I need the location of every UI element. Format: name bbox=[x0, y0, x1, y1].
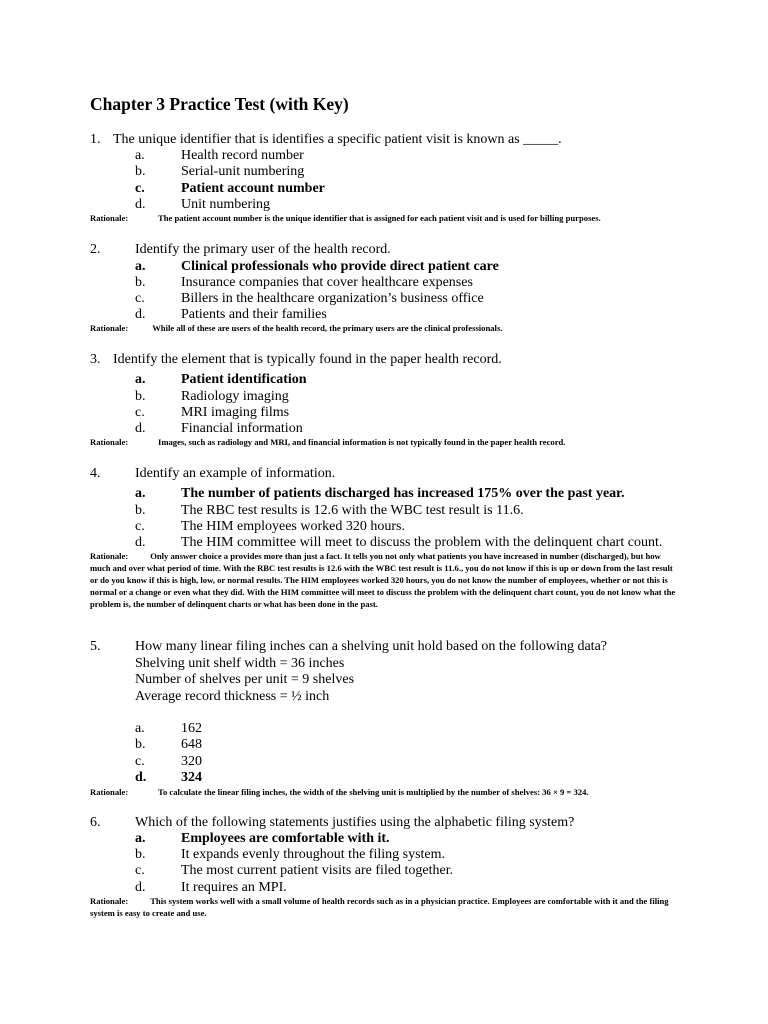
rationale-label: Rationale: bbox=[90, 437, 129, 447]
correct-option-letter: a. bbox=[135, 831, 146, 846]
option-text: Insurance companies that cover healthcare expenses bbox=[181, 275, 473, 290]
correct-option-letter: c. bbox=[135, 181, 145, 196]
rationale bbox=[90, 436, 680, 448]
question-number: 4. bbox=[90, 466, 101, 481]
option-text: 320 bbox=[181, 754, 202, 769]
question-text: Which of the following statements justifies using the alphabetic filing system? bbox=[135, 815, 575, 830]
rationale-label: Rationale: bbox=[90, 896, 129, 906]
option-letter: c. bbox=[135, 291, 145, 306]
question-text: Identify the element that is typically found in the paper health record. bbox=[113, 352, 502, 367]
page-title: Chapter 3 Practice Test (with Key) bbox=[90, 94, 349, 114]
option-letter: c. bbox=[135, 405, 145, 420]
rationale-label: Rationale: bbox=[90, 323, 129, 333]
option-text: 162 bbox=[181, 721, 202, 736]
option-letter: b. bbox=[135, 164, 146, 179]
option-text: The most current patient visits are filed together. bbox=[181, 863, 454, 878]
correct-option-text: Patient identification bbox=[181, 372, 307, 387]
option-text: Serial-unit numbering bbox=[181, 164, 305, 179]
option-letter: d. bbox=[135, 421, 146, 436]
option-text: The HIM committee will meet to discuss the problem with the delinquent chart count. bbox=[181, 535, 663, 550]
correct-option-letter: a. bbox=[135, 486, 146, 501]
rationale-text: While all of these are users of the health record, the primary users are the clinical professionals. bbox=[152, 323, 503, 333]
option-letter: d. bbox=[135, 197, 146, 212]
option-letter: c. bbox=[135, 863, 145, 878]
option-letter: b. bbox=[135, 847, 146, 862]
rationale-label: Rationale: bbox=[90, 213, 129, 223]
correct-option-text: Patient account number bbox=[181, 181, 325, 196]
question-text: The unique identifier that is identifies a specific patient visit is known as _____. bbox=[113, 132, 562, 147]
option-text: It requires an MPI. bbox=[181, 880, 287, 895]
rationale bbox=[90, 550, 680, 610]
correct-option-text: The number of patients discharged has increased 175% over the past year. bbox=[181, 486, 625, 501]
question-number: 2. bbox=[90, 242, 101, 257]
rationale-text: The patient account number is the unique identifier that is assigned for each patient visit and is used for billing purposes. bbox=[158, 213, 601, 223]
option-letter: b. bbox=[135, 737, 146, 752]
rationale-label: Rationale: bbox=[90, 551, 129, 561]
option-letter: b. bbox=[135, 503, 146, 518]
data-line: Average record thickness = ½ inch bbox=[135, 689, 330, 704]
question-text: Identify the primary user of the health record. bbox=[135, 242, 391, 257]
correct-option-letter: d. bbox=[135, 770, 147, 785]
rationale bbox=[90, 895, 680, 919]
correct-option-text: Employees are comfortable with it. bbox=[181, 831, 390, 846]
option-letter: c. bbox=[135, 754, 145, 769]
question-number: 1. bbox=[90, 132, 101, 147]
option-text: Unit numbering bbox=[181, 197, 271, 212]
correct-option-letter: a. bbox=[135, 259, 146, 274]
option-text: Financial information bbox=[181, 421, 303, 436]
rationale-text: Only answer choice a provides more than just a fact. It tells you not only what patients you have increased in number (discharged), but how much and over what period of time. With the RBC test results is 12.6 with the WBC test result is 11.6., you do not know if this is up or down from the last result or do you know if this is high, low, or normal results. The HIM employees worked 320 hours, you do not know the number of employees, whether or not this is normal or a change or even what they did. With the HIM committee will meet to discuss the problem with the delinquent chart count, you do not know what the problem is, the number of delinquent charts or what has been done in the past. bbox=[90, 551, 676, 609]
rationale-label: Rationale: bbox=[90, 787, 129, 797]
correct-option-text: 324 bbox=[181, 770, 202, 785]
rationale-text: This system works well with a small volume of health records such as in a physician practice. Employees are comfortable with it and the filing system is easy to create and use. bbox=[90, 896, 669, 918]
question-number: 3. bbox=[90, 352, 101, 367]
option-text: Billers in the healthcare organization’s business office bbox=[181, 291, 484, 306]
rationale bbox=[90, 322, 680, 334]
data-line: Shelving unit shelf width = 36 inches bbox=[135, 656, 345, 671]
option-text: Patients and their families bbox=[181, 307, 327, 322]
rationale-text: Images, such as radiology and MRI, and financial information is not typically found in the paper health record. bbox=[158, 437, 566, 447]
question-number: 6. bbox=[90, 815, 101, 830]
correct-option-text: Clinical professionals who provide direct patient care bbox=[181, 259, 499, 274]
option-letter: d. bbox=[135, 307, 146, 322]
option-text: 648 bbox=[181, 737, 202, 752]
question-text: Identify an example of information. bbox=[135, 466, 336, 481]
question-number: 5. bbox=[90, 639, 101, 654]
option-letter: c. bbox=[135, 519, 145, 534]
rationale bbox=[90, 212, 680, 224]
option-text: Radiology imaging bbox=[181, 389, 289, 404]
option-letter: a. bbox=[135, 721, 145, 736]
option-text: It expands evenly throughout the filing system. bbox=[181, 847, 446, 862]
option-letter: b. bbox=[135, 275, 146, 290]
option-text: Health record number bbox=[181, 148, 304, 163]
option-letter: a. bbox=[135, 148, 145, 163]
option-letter: d. bbox=[135, 535, 146, 550]
option-letter: d. bbox=[135, 880, 146, 895]
option-text: The RBC test results is 12.6 with the WBC test result is 11.6. bbox=[181, 503, 524, 518]
rationale bbox=[90, 786, 680, 798]
option-text: The HIM employees worked 320 hours. bbox=[181, 519, 405, 534]
correct-option-letter: a. bbox=[135, 372, 146, 387]
rationale-text: To calculate the linear filing inches, the width of the shelving unit is multiplied by the number of shelves: 36 × 9 = 324. bbox=[158, 787, 589, 797]
option-letter: b. bbox=[135, 389, 146, 404]
question-text: How many linear filing inches can a shelving unit hold based on the following data? bbox=[135, 639, 607, 654]
data-line: Number of shelves per unit = 9 shelves bbox=[135, 672, 355, 687]
option-text: MRI imaging films bbox=[181, 405, 290, 420]
